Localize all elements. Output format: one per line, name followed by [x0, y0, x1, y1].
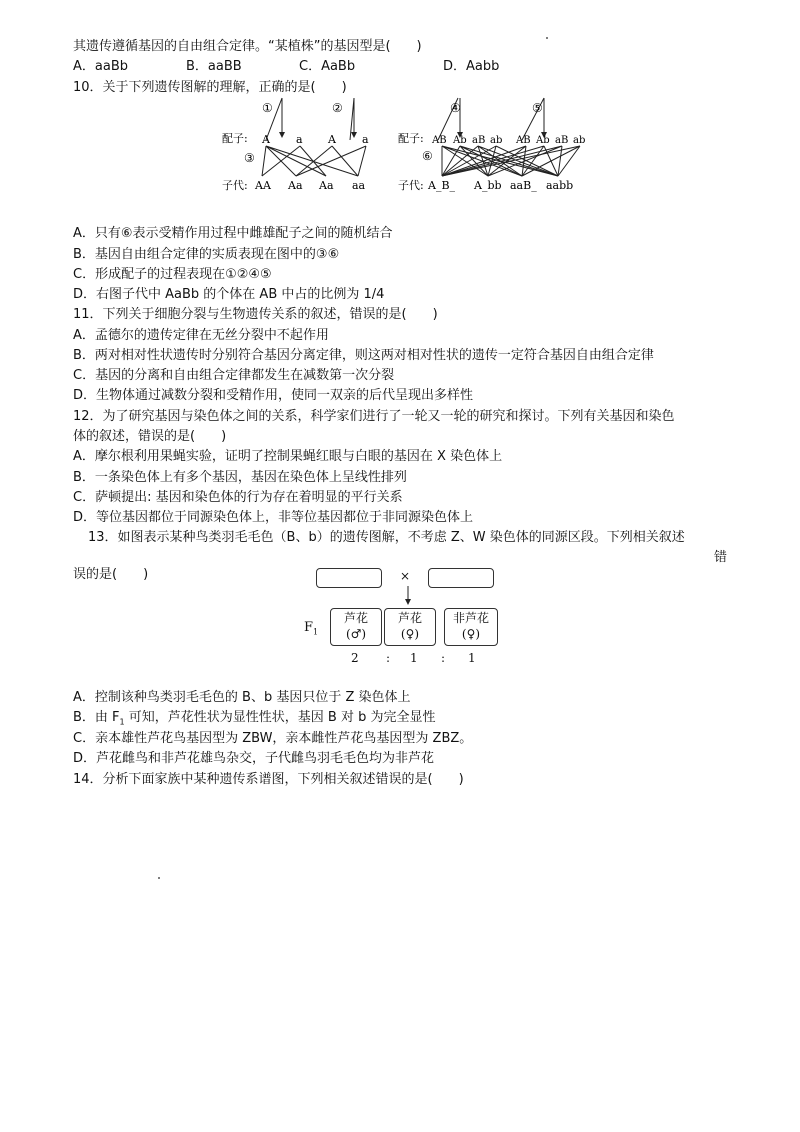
q13-stem-line2: 误的是( )	[73, 567, 149, 582]
stray-dot	[158, 877, 160, 879]
offspring: aaB_	[510, 179, 537, 192]
ratio-value: 1	[468, 651, 476, 665]
step-1-marker: ①	[262, 101, 273, 115]
trait-label: 非芦花	[452, 611, 489, 625]
q10-option-b: B．基因自由组合定律的实质表现在图中的③⑥	[73, 247, 340, 262]
offspring: aa	[352, 179, 366, 192]
step-3-marker: ③	[244, 151, 255, 165]
q13-option-c: C．亲本雄性芦花鸟基因型为 ZBW，亲本雌性芦花鸟基因型为 ZBZ。	[73, 731, 473, 746]
q9-option-a: A．aaBb	[73, 59, 128, 74]
parent-box-female	[428, 568, 494, 588]
q11-option-a: A．孟德尔的遗传定律在无丝分裂中不起作用	[73, 328, 329, 343]
trait-label: 芦花	[397, 611, 422, 625]
q13-option-d: D．芦花雌鸟和非芦花雄鸟杂交，子代雌鸟羽毛毛色均为非芦花	[73, 751, 435, 766]
q12-stem-line2: 体的叙述，错误的是( )	[73, 429, 227, 444]
q12-option-c: C．萨顿提出: 基因和染色体的行为存在着明显的平行关系	[73, 490, 403, 505]
gamete: AB	[432, 135, 447, 146]
gamete-label: 配子:	[398, 132, 424, 145]
q9-stem: 其遗传遵循基因的自由组合定律。“某植株”的基因型是( )	[73, 39, 422, 54]
offspring: Aa	[288, 179, 303, 192]
q12-option-b: B．一条染色体上有多个基因，基因在染色体上呈线性排列	[73, 470, 407, 485]
gamete: A	[328, 133, 336, 146]
q13-option-b: B．由 $F_1$ 可知，芦花性状为显性性状，基因 B 对 b 为完全显性	[73, 710, 436, 727]
q10-stem: 10．关于下列遗传图解的理解，正确的是( )	[73, 80, 347, 95]
offspring: A_B_	[428, 179, 456, 192]
gamete: AB	[516, 135, 531, 146]
q11-option-d: D．生物体通过减数分裂和受精作用，使同一双亲的后代呈现出多样性	[73, 388, 474, 403]
q10-option-a: A．只有⑥表示受精作用过程中雌雄配子之间的随机结合	[73, 226, 393, 241]
step-6-marker: ⑥	[422, 149, 433, 163]
generation-label: $F_1$	[304, 620, 319, 637]
f1-box-female-barred	[384, 608, 436, 646]
offspring-label: 子代:	[398, 179, 424, 192]
ratio-sep: :	[386, 651, 391, 665]
q14-stem: 14．分析下面家族中某种遗传系谱图，下列相关叙述错误的是( )	[73, 772, 464, 787]
f1-box-male-barred	[330, 608, 382, 646]
q10-option-c: C．形成配子的过程表现在①②④⑤	[73, 267, 272, 282]
q10-option-d: D．右图子代中 AaBb 的个体在 AB 中占的比例为 1/4	[73, 287, 385, 302]
q10-diagram-left	[222, 92, 382, 196]
offspring: AA	[255, 179, 271, 192]
gamete-label: 配子:	[222, 132, 248, 145]
q13-stem-line1-tail: 错	[714, 550, 728, 565]
step-4-marker: ④	[450, 101, 461, 115]
step-2-marker: ②	[332, 101, 343, 115]
q9-option-b: B．aaBB	[186, 59, 242, 74]
gamete: Ab	[453, 135, 467, 146]
offspring: A_bb	[474, 179, 502, 192]
gamete: ab	[490, 135, 503, 146]
q12-option-d: D．等位基因都位于同源染色体上，非等位基因都位于非同源染色体上	[73, 510, 474, 525]
q11-stem: 11．下列关于细胞分裂与生物遗传关系的叙述，错误的是( )	[73, 307, 438, 322]
ratio-sep: :	[441, 651, 446, 665]
sex-label: (♂)	[345, 627, 367, 641]
stray-dot	[546, 37, 548, 39]
cross-symbol: ×	[400, 569, 411, 583]
sex-label: (♀)	[400, 627, 420, 641]
q13-option-a: A．控制该种鸟类羽毛毛色的 B、b 基因只位于 Z 染色体上	[73, 690, 411, 705]
gamete: a	[362, 133, 369, 146]
sex-label: (♀)	[461, 627, 481, 641]
q9-option-c: C．AaBb	[299, 59, 356, 74]
gamete: aB	[555, 135, 569, 146]
down-arrow-icon	[404, 586, 412, 606]
offspring-label: 子代:	[222, 179, 248, 192]
gamete: a	[296, 133, 303, 146]
q9-option-d: D．Aabb	[443, 59, 500, 74]
ratio-value: 1	[410, 651, 418, 665]
step-5-marker: ⑤	[532, 101, 543, 115]
trait-label: 芦花	[343, 611, 368, 625]
gamete: ab	[573, 135, 586, 146]
gamete: aB	[472, 135, 486, 146]
q10-diagram-right	[398, 92, 590, 196]
gamete: A	[262, 133, 270, 146]
gamete: Ab	[536, 135, 550, 146]
offspring: aabb	[546, 179, 574, 192]
ratio-value: 2	[351, 651, 359, 665]
offspring: Aa	[319, 179, 334, 192]
q12-stem-line1: 12．为了研究基因与染色体之间的关系，科学家们进行了一轮又一轮的研究和探讨。下列有关基因和染色	[73, 409, 675, 424]
q11-option-c: C．基因的分离和自由组合定律都发生在减数第一次分裂	[73, 368, 395, 383]
parent-box-male	[316, 568, 382, 588]
q12-option-a: A．摩尔根利用果蝇实验，证明了控制果蝇红眼与白眼的基因在 X 染色体上	[73, 449, 503, 464]
q13-stem-line1: 13．如图表示某种鸟类羽毛毛色（B、b）的遗传图解，不考虑 Z、W 染色体的同源区段。下列相关叙述	[88, 530, 685, 545]
f1-box-female-nonbarred	[444, 608, 498, 646]
q13-pedigree-figure	[296, 569, 510, 670]
q11-option-b: B．两对相对性状遗传时分别符合基因分离定律，则这两对相对性状的遗传一定符合基因自由组合定律	[73, 348, 654, 363]
